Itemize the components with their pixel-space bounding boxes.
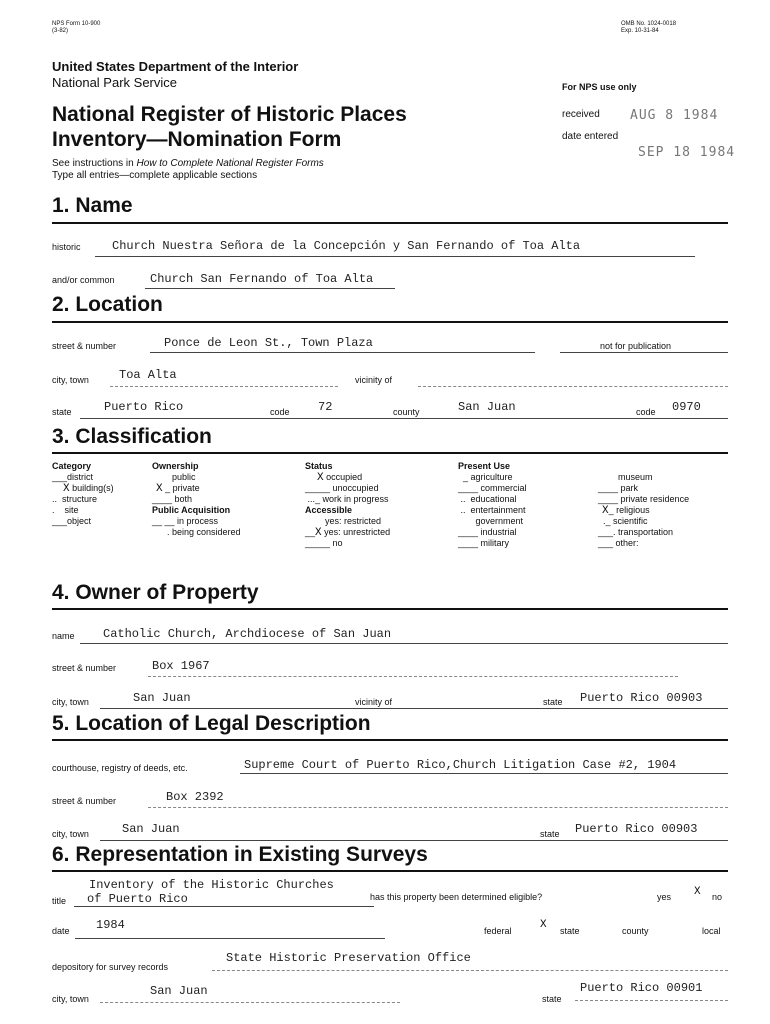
section-rule — [52, 870, 728, 872]
survey-level-local: local — [702, 926, 721, 936]
use-private-residence: ____ private residence — [598, 494, 690, 504]
city-value: Toa Alta — [119, 368, 177, 382]
use-educational: .. educational — [458, 494, 517, 504]
common-name-label: and/or common — [52, 275, 115, 285]
survey-level-county: county — [622, 926, 649, 936]
section-rule — [52, 452, 728, 454]
survey-title-value-line1: Inventory of the Historic Churches — [89, 878, 334, 892]
survey-title-label: title — [52, 896, 67, 906]
ownership-public: public — [172, 472, 196, 482]
legal-state-value: Puerto Rico 00903 — [575, 822, 698, 836]
use-museum: museum — [618, 472, 653, 482]
courthouse-label: courthouse, registry of deeds, etc. — [52, 763, 188, 773]
street-value: Ponce de Leon St., Town Plaza — [164, 336, 373, 350]
use-religious: X_ religious — [602, 505, 650, 517]
state-value: Puerto Rico — [104, 400, 184, 414]
status-header: Status — [305, 461, 333, 471]
depository-value: State Historic Preservation Office — [226, 951, 471, 965]
legal-state-label: state — [540, 829, 560, 839]
entered-stamp: SEP 18 1984 — [638, 145, 736, 160]
acquisition-in-process: __ __ in process — [152, 516, 219, 526]
status-work-in-progress: ..._ work in progress — [305, 494, 389, 504]
legal-street-label: street & number — [52, 796, 117, 806]
eligible-no-mark: X — [694, 886, 701, 898]
survey-date-value: 1984 — [96, 918, 125, 932]
historic-name-value: Church Nuestra Señora de la Concepción y San Fernando of Toa Alta — [112, 239, 581, 253]
category-building: X building(s) — [63, 483, 114, 495]
not-for-publication: not for publication — [600, 341, 672, 351]
historic-label: historic — [52, 242, 81, 252]
received-stamp: AUG 8 1984 — [630, 108, 719, 123]
accessible-restricted: yes: restricted — [325, 516, 382, 526]
section-rule — [52, 739, 728, 741]
nps-use-label: For NPS use only — [562, 82, 637, 92]
category-header: Category — [52, 461, 92, 471]
courthouse-value: Supreme Court of Puerto Rico,Church Litigation Case #2, 1904 — [244, 758, 677, 772]
use-other: ___ other: — [598, 538, 639, 548]
form-revision: (3-82) — [52, 28, 69, 34]
ownership-both: ____ both — [152, 494, 193, 504]
state-code-value: 72 — [318, 400, 333, 414]
section-3-heading: 3. Classification — [52, 425, 212, 448]
owner-city-value: San Juan — [133, 691, 191, 705]
received-label: received — [562, 109, 600, 120]
use-entertainment: .. entertainment — [458, 505, 526, 515]
survey-state-label: state — [542, 994, 562, 1004]
status-occupied: X occupied — [317, 472, 363, 484]
survey-title-value-line2: of Puerto Rico — [87, 892, 188, 906]
service-name: National Park Service — [52, 75, 177, 90]
survey-city-label: city, town — [52, 994, 89, 1004]
street-label: street & number — [52, 341, 117, 351]
section-2-heading: 2. Location — [52, 293, 163, 316]
accessible-header: Accessible — [305, 505, 353, 515]
owner-name-value: Catholic Church, Archdiocese of San Juan — [103, 627, 392, 641]
county-code-label: code — [636, 407, 656, 417]
city-label: city, town — [52, 375, 89, 385]
survey-state-value: Puerto Rico 00901 — [580, 981, 703, 995]
county-code-value: 0970 — [672, 400, 701, 414]
accessible-unrestricted: __X yes: unrestricted — [305, 527, 391, 539]
use-government: government — [475, 516, 524, 526]
code-label: code — [270, 407, 290, 417]
form-title-line2: Inventory—Nomination Form — [52, 128, 342, 151]
section-rule — [52, 321, 728, 323]
ownership-header: Ownership — [152, 461, 199, 471]
public-acquisition-header: Public Acquisition — [152, 505, 231, 515]
section-5-heading: 5. Location of Legal Description — [52, 712, 371, 735]
survey-level-federal: federal — [484, 926, 512, 936]
category-structure: .. structure — [52, 494, 98, 504]
owner-vicinity-label: vicinity of — [355, 697, 393, 707]
legal-city-value: San Juan — [122, 822, 180, 836]
survey-level-state-mark: X — [540, 919, 547, 931]
county-label: county — [393, 407, 420, 417]
agency-name: United States Department of the Interior — [52, 59, 299, 74]
survey-date-label: date — [52, 926, 70, 936]
status-unoccupied: _____ unoccupied — [305, 483, 379, 493]
use-park: ____ park — [598, 483, 639, 493]
owner-state-label: state — [543, 697, 563, 707]
eligible-no: no — [712, 892, 723, 902]
county-value: San Juan — [458, 400, 516, 414]
survey-city-value: San Juan — [150, 984, 208, 998]
acquisition-being-considered: . being considered — [152, 527, 241, 537]
vicinity-label: vicinity of — [355, 375, 393, 385]
expiration-date: Exp. 10-31-84 — [621, 28, 659, 34]
depository-label: depository for survey records — [52, 962, 169, 972]
section-rule — [52, 608, 728, 610]
use-agriculture: _ agriculture — [458, 472, 513, 482]
owner-name-label: name — [52, 631, 75, 641]
use-industrial: ____ industrial — [458, 527, 517, 537]
owner-city-label: city, town — [52, 697, 89, 707]
instructions: See instructions in How to Complete National Register Forms — [52, 158, 324, 169]
form-title-line1: National Register of Historic Places — [52, 103, 407, 126]
section-6-heading: 6. Representation in Existing Surveys — [52, 843, 428, 866]
category-object: ___object — [52, 516, 92, 526]
owner-state-value: Puerto Rico 00903 — [580, 691, 703, 705]
legal-city-label: city, town — [52, 829, 89, 839]
survey-level-state: state — [560, 926, 580, 936]
use-scientific: ._ scientific — [598, 516, 648, 526]
present-use-header: Present Use — [458, 461, 511, 471]
category-site: . site — [52, 505, 79, 515]
accessible-no: _____ no — [305, 538, 343, 548]
type-instructions: Type all entries—complete applicable sections — [52, 170, 258, 181]
common-name-value: Church San Fernando of Toa Alta — [150, 272, 374, 286]
omb-number: OMB No. 1024-0018 — [621, 21, 677, 27]
state-label: state — [52, 407, 72, 417]
owner-street-label: street & number — [52, 663, 117, 673]
section-4-heading: 4. Owner of Property — [52, 581, 259, 604]
use-commercial: ____ commercial — [458, 483, 527, 493]
owner-street-value: Box 1967 — [152, 659, 210, 673]
eligible-yes: yes — [657, 892, 672, 902]
eligibility-question: has this property been determined eligible? — [370, 892, 543, 902]
form-number: NPS Form 10-900 — [52, 21, 101, 27]
use-transportation: ___. transportation — [598, 527, 674, 537]
use-military: ____ military — [458, 538, 510, 548]
section-1-heading: 1. Name — [52, 194, 133, 217]
section-rule — [52, 222, 728, 224]
category-district: ___district — [52, 472, 94, 482]
legal-street-value: Box 2392 — [166, 790, 224, 804]
ownership-private: X _ private — [156, 483, 200, 495]
date-entered-label: date entered — [562, 131, 619, 142]
